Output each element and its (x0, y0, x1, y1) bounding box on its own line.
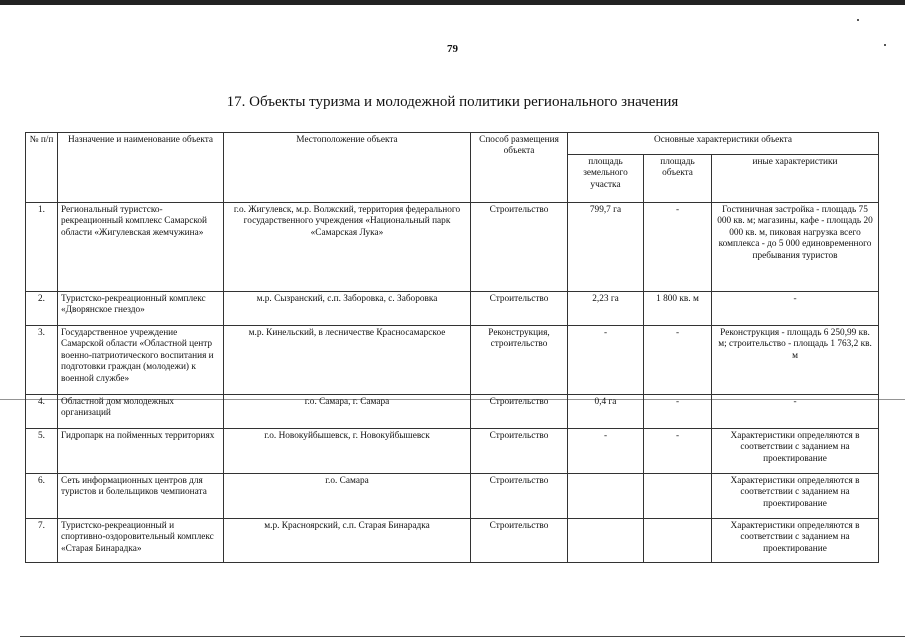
cell-num: 1. (26, 203, 58, 292)
cell-method: Строительство (471, 203, 568, 292)
cell-name: Областной дом молодежных организаций (58, 395, 224, 429)
cell-land-area: 799,7 га (568, 203, 644, 292)
cell-object-area: - (644, 326, 712, 395)
header-name: Назначение и наименование объекта (58, 133, 224, 203)
cell-land-area (568, 474, 644, 519)
table-row (26, 474, 879, 519)
cell-num: 2. (26, 292, 58, 326)
cell-location: г.о. Жигулевск, м.р. Волжский, территория федерального государственного учреждения «Национальный парк «Самарская Лука» (224, 203, 471, 292)
cell-object-area: 1 800 кв. м (644, 292, 712, 326)
cell-object-area (644, 519, 712, 563)
table-row (26, 395, 879, 429)
bottom-border-line (20, 636, 905, 637)
cell-land-area: - (568, 429, 644, 474)
cell-object-area: - (644, 429, 712, 474)
header-land-area: площадь земельного участка (568, 155, 644, 203)
cell-location: м.р. Красноярский, с.п. Старая Бинарадка (224, 519, 471, 563)
cell-num: 4. (26, 395, 58, 429)
table-row (26, 519, 879, 563)
cell-name: Государственное учреждение Самарской области «Областной центр военно-патриотического воспитания и подготовки граждан (молодежи) к военной службе» (58, 326, 224, 395)
scan-speck (857, 19, 859, 21)
page-number: 79 (447, 43, 458, 55)
cell-name: Гидропарк на пойменных территориях (58, 429, 224, 474)
top-border-line (0, 0, 905, 5)
cell-location: г.о. Новокуйбышевск, г. Новокуйбышевск (224, 429, 471, 474)
cell-name: Сеть информационных центров для туристов и болельщиков чемпионата (58, 474, 224, 519)
table-row (26, 292, 879, 326)
cell-other: Гостиничная застройка - площадь 75 000 кв. м; магазины, кафе - площадь 20 000 кв. м, пиковая нагрузка всего комплекса - до 5 000 единовременного пребывания туристов (712, 203, 879, 292)
cell-name: Туристско-рекреационный комплекс «Дворянское гнездо» (58, 292, 224, 326)
cell-location: г.о. Самара, г. Самара (224, 395, 471, 429)
table-row (26, 203, 879, 292)
cell-other: Характеристики определяются в соответствии с заданием на проектирование (712, 519, 879, 563)
cell-other: Характеристики определяются в соответствии с заданием на проектирование (712, 429, 879, 474)
cell-other: - (712, 395, 879, 429)
cell-land-area: - (568, 326, 644, 395)
table-row (26, 326, 879, 395)
cell-method: Строительство (471, 474, 568, 519)
header-method: Способ размещения объекта (471, 133, 568, 203)
cell-num: 7. (26, 519, 58, 563)
cell-method: Строительство (471, 292, 568, 326)
cell-object-area: - (644, 395, 712, 429)
table-row (26, 429, 879, 474)
cell-land-area (568, 519, 644, 563)
cell-other: Характеристики определяются в соответствии с заданием на проектирование (712, 474, 879, 519)
header-main-characteristics: Основные характеристики объекта (568, 133, 879, 155)
cell-other: - (712, 292, 879, 326)
cell-name: Туристско-рекреационный и спортивно-оздоровительный комплекс «Старая Бинарадка» (58, 519, 224, 563)
cell-other: Реконструкция - площадь 6 250,99 кв. м; строительство - площадь 1 763,2 кв. м (712, 326, 879, 395)
cell-method: Строительство (471, 519, 568, 563)
cell-num: 5. (26, 429, 58, 474)
objects-table (25, 132, 879, 563)
cell-name: Региональный туристско-рекреационный комплекс Самарской области «Жигулевская жемчужина» (58, 203, 224, 292)
cell-location: м.р. Кинельский, в лесничестве Красносамарское (224, 326, 471, 395)
cell-method: Строительство (471, 429, 568, 474)
cell-land-area: 2,23 га (568, 292, 644, 326)
header-other: иные характеристики (712, 155, 879, 203)
cell-method: Реконструкция, строительство (471, 326, 568, 395)
cell-method: Строительство (471, 395, 568, 429)
header-object-area: площадь объекта (644, 155, 712, 203)
header-num: № п/п (26, 133, 58, 203)
cell-land-area: 0,4 га (568, 395, 644, 429)
page-title: 17. Объекты туризма и молодежной политики регионального значения (226, 94, 679, 110)
table-header-row (26, 133, 879, 155)
cell-num: 3. (26, 326, 58, 395)
cell-object-area: - (644, 203, 712, 292)
cell-location: м.р. Сызранский, с.п. Заборовка, с. Заборовка (224, 292, 471, 326)
cell-num: 6. (26, 474, 58, 519)
cell-object-area (644, 474, 712, 519)
cell-location: г.о. Самара (224, 474, 471, 519)
header-location: Местоположение объекта (224, 133, 471, 203)
